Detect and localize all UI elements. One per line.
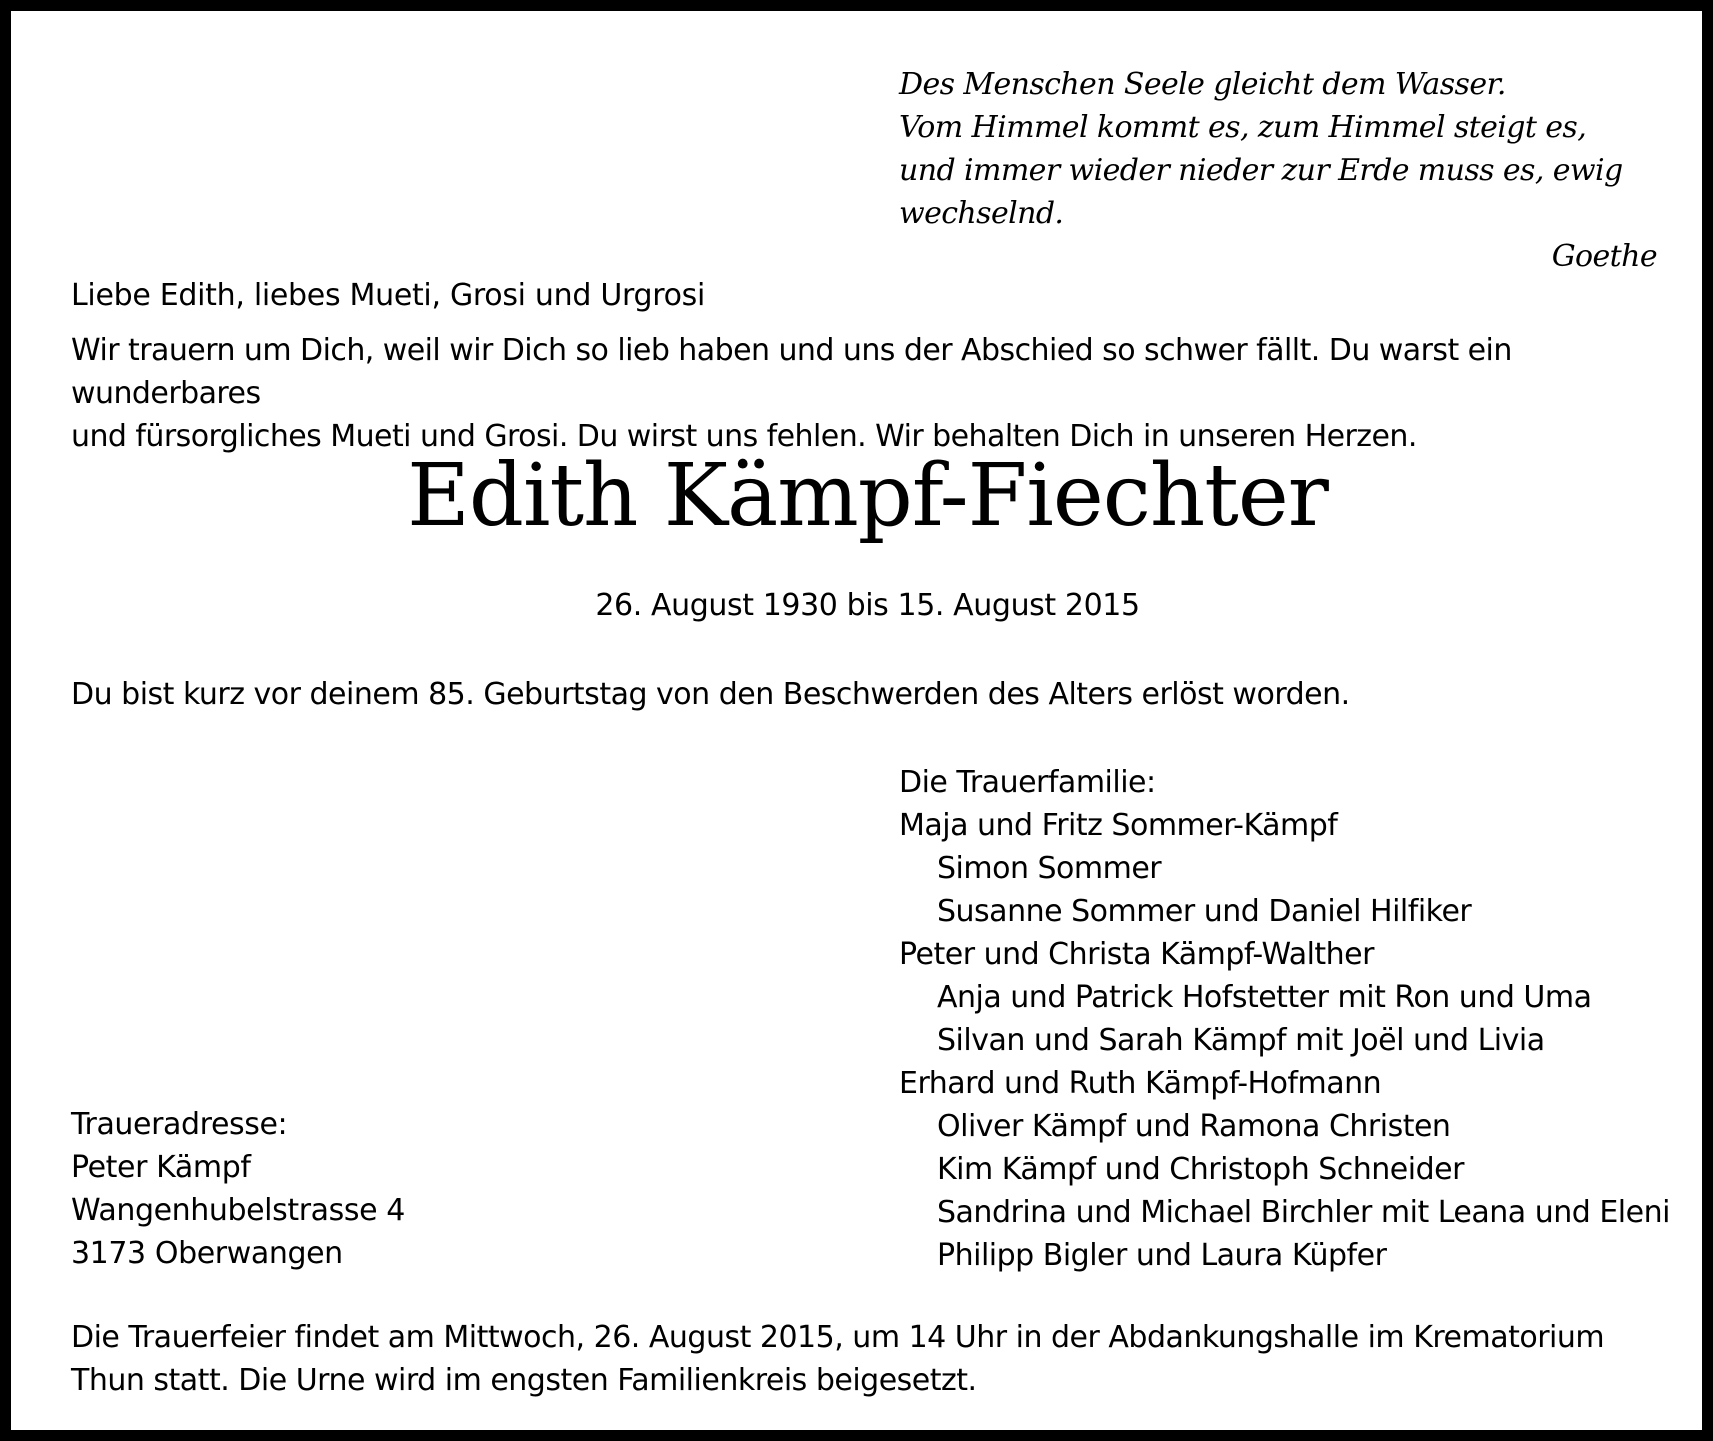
family-member: Silvan und Sarah Kämpf mit Joël und Livia [937, 1023, 1545, 1058]
family-member: Erhard und Ruth Kämpf-Hofmann [899, 1066, 1382, 1101]
ceremony-line: Die Trauerfeier findet am Mittwoch, 26. August 2015, um 14 Uhr in der Abdankungshalle im Krematorium [71, 1320, 1605, 1355]
family-member: Oliver Kämpf und Ramona Christen [937, 1109, 1451, 1144]
quote-author: Goethe [1551, 239, 1657, 274]
quote-line: Vom Himmel kommt es, zum Himmel steigt es, [899, 110, 1587, 145]
ceremony-line: Thun statt. Die Urne wird im engsten Familienkreis beigesetzt. [71, 1363, 977, 1398]
quote-line: und immer wieder nieder zur Erde muss es, ewig wechselnd. [899, 153, 1623, 231]
address-city: 3173 Oberwangen [71, 1236, 343, 1271]
family-member: Kim Kämpf und Christoph Schneider [937, 1152, 1464, 1187]
family-member: Simon Sommer [937, 851, 1162, 886]
family-member: Susanne Sommer und Daniel Hilfiker [937, 894, 1472, 929]
family-member: Maja und Fritz Sommer-Kämpf [899, 808, 1338, 843]
liberation-statement: Du bist kurz vor deinem 85. Geburtstag von den Beschwerden des Alters erlöst worden. [71, 677, 1350, 712]
mourning-address [71, 1103, 405, 1275]
life-dates: 26. August 1930 bis 15. August 2015 [595, 588, 1140, 623]
address-heading: Traueradresse: [71, 1107, 288, 1142]
deceased-name: Edith Kämpf-Fiechter [407, 446, 1328, 546]
intro-line: Wir trauern um Dich, weil wir Dich so lieb haben und uns der Abschied so schwer fällt. Du warst ein wunderbares [71, 333, 1512, 411]
greeting: Liebe Edith, liebes Mueti, Grosi und Urgrosi [71, 278, 706, 313]
ceremony-notice [71, 1316, 1681, 1402]
family-member: Anja und Patrick Hofstetter mit Ron und Uma [937, 980, 1592, 1015]
address-street: Wangenhubelstrasse 4 [71, 1193, 405, 1228]
family-heading: Die Trauerfamilie: [899, 765, 1156, 800]
mourning-family [899, 761, 1670, 1277]
intro-line: und fürsorgliches Mueti und Grosi. Du wirst uns fehlen. Wir behalten Dich in unseren Herzen. [71, 419, 1417, 454]
family-member: Philipp Bigler und Laura Küpfer [937, 1238, 1387, 1273]
quote-line: Des Menschen Seele gleicht dem Wasser. [899, 67, 1506, 102]
family-member: Sandrina und Michael Birchler mit Leana und Eleni [937, 1195, 1670, 1230]
family-member: Peter und Christa Kämpf-Walther [899, 937, 1374, 972]
intro-paragraph [71, 329, 1671, 458]
address-name: Peter Kämpf [71, 1150, 251, 1185]
goethe-quote [899, 63, 1659, 278]
